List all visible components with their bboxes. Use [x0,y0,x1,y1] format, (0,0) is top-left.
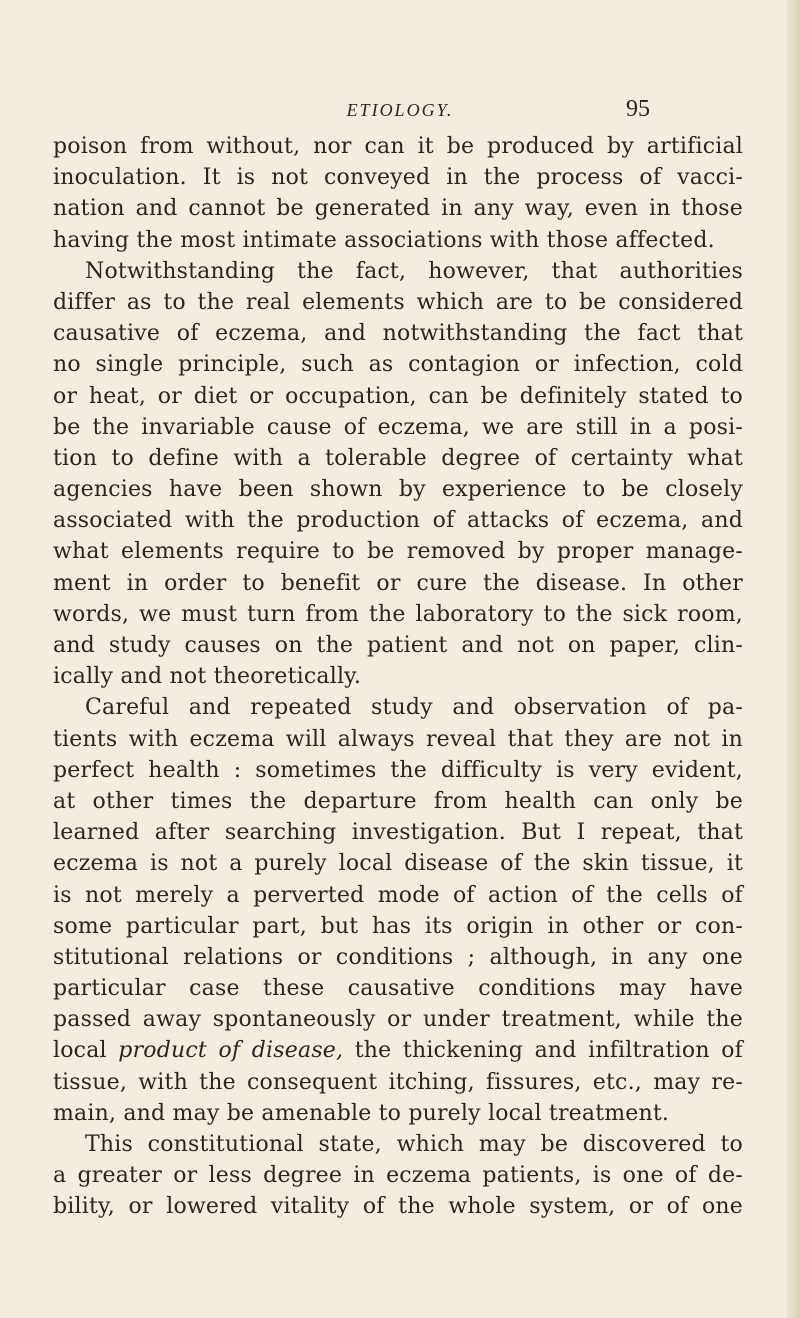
text-line: no single principle, such as contagion or infection, cold [53,352,743,378]
text-line: having the most intimate associations with those affected. [53,227,715,253]
text-line: eczema is not a purely local disease of the skin tissue, it [53,851,743,877]
text-line: or heat, or diet or occupation, can be definitely stated to [53,383,743,409]
text-line: poison from without, nor can it be produced by artificial [53,134,743,159]
text-line: differ as to the real elements which are to be considered [53,289,743,315]
text-line: Careful and repeated study and observation of pa- [85,695,743,721]
body-text [53,131,743,1223]
text-line: nation and cannot be generated in any way, even in those [53,196,743,222]
running-head: ETIOLOGY. [346,100,454,120]
text-line: words, we must turn from the laboratory to the sick room, [53,601,743,627]
text-line: tissue, with the consequent itching, fissures, etc., may re- [53,1069,743,1095]
text-line: is not merely a perverted mode of action of the cells of [53,882,743,908]
italic-phrase: product of disease, [118,1038,344,1064]
text-line: main, and may be amenable to purely local treatment. [53,1100,670,1126]
text-line-with-italic [53,1035,743,1066]
page-edge-shadow [786,0,800,1318]
text-line: what elements require to be removed by proper manage- [53,539,743,565]
text-fragment: local [53,1038,119,1064]
text-line: ically and not theoretically. [53,664,362,690]
text-line: a greater or less degree in eczema patients, is one of de- [53,1163,743,1189]
text-line: particular case these causative conditions may have [53,976,743,1002]
text-line: associated with the production of attacks of eczema, and [53,508,743,534]
text-line: Notwithstanding the fact, however, that authorities [85,258,743,284]
text-line: learned after searching investigation. But I repeat, that [53,820,743,846]
text-line: stitutional relations or conditions ; although, in any one [53,944,743,970]
page-header [0,96,800,126]
text-line: some particular part, but has its origin in other or con- [53,913,743,939]
text-line: passed away spontaneously or under treatment, while the [53,1007,743,1033]
text-line: causative of eczema, and notwithstanding the fact that [53,321,743,347]
text-line: inoculation. It is not conveyed in the process of vacci- [53,165,743,191]
text-line: perfect health : sometimes the difficulty is very evident, [53,757,743,783]
text-line: and study causes on the patient and not on paper, clin- [53,633,743,658]
text-line: agencies have been shown by experience to be closely [53,477,743,503]
page-number: 95 [626,96,650,122]
text-line: at other times the departure from health can only be [53,788,743,814]
text-line: ment in order to benefit or cure the disease. In other [53,570,743,596]
text-line: bility, or lowered vitality of the whole system, or of one [53,1194,743,1220]
text-line: tion to define with a tolerable degree of certainty what [53,445,743,471]
text-line: tients with eczema will always reveal that they are not in [53,726,743,752]
text-fragment: the thickening and infiltration of [343,1038,743,1064]
text-line: be the invariable cause of eczema, we are still in a posi- [53,414,743,440]
text-line: This constitutional state, which may be discovered to [85,1132,743,1157]
